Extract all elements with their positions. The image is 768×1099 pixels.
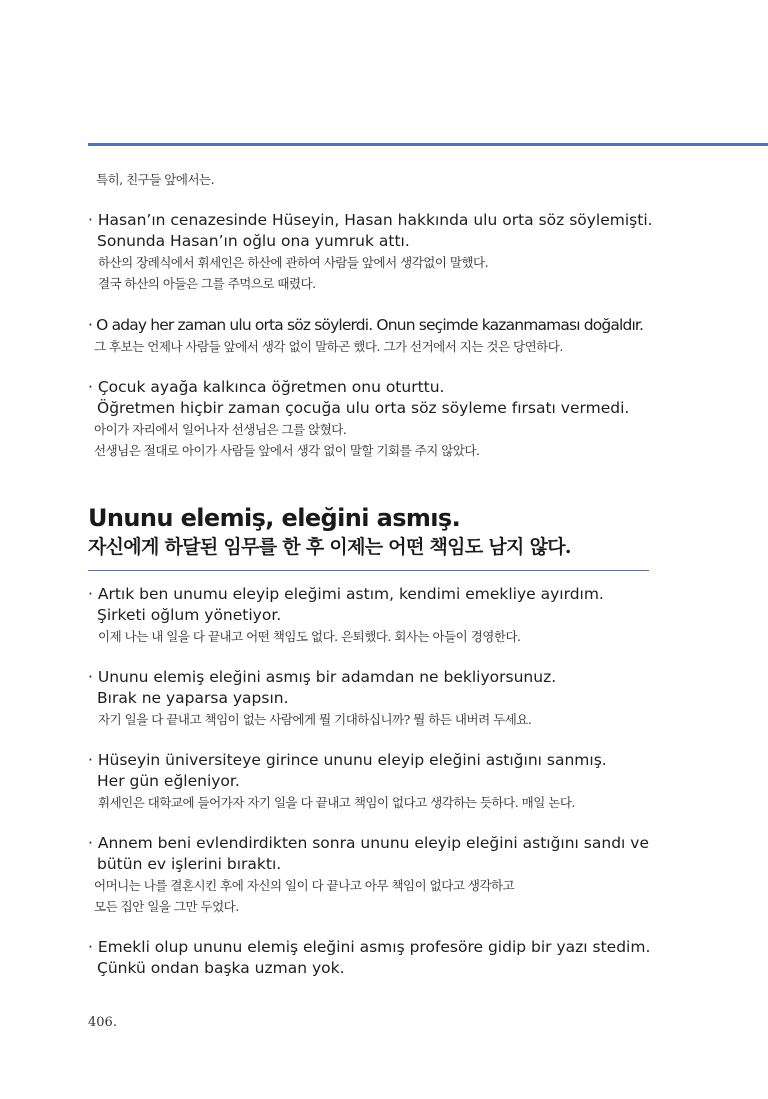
example-3-korean-line-1: 아이가 자리에서 일어나자 선생님은 그를 앉혔다. xyxy=(94,422,347,437)
example-5-turkish-line-2: Bırak ne yaparsa yapsın. xyxy=(97,689,289,707)
example-6-korean-line-1: 휘세인은 대학교에 들어가자 자기 일을 다 끝내고 책임이 없다고 생각하는 듯하다. 매일 논다. xyxy=(98,795,575,810)
example-2-turkish-line-1: · O aday her zaman ulu orta söz söylerdi. Onun seçimde kazanmaması doğaldır. xyxy=(88,316,644,334)
intro-block xyxy=(88,169,668,190)
idiom-heading-korean: 자신에게 하달된 임무를 한 후 이제는 어떤 책임도 남지 않다. xyxy=(88,536,571,558)
example-4-turkish-line-2: Şirketi oğlum yönetiyor. xyxy=(97,606,282,624)
example-7-turkish-line-1: · Annem beni evlendirdikten sonra ununu eleyip eleğini astığını sandı ve xyxy=(88,834,649,852)
page-number: 406. xyxy=(88,1015,117,1030)
example-4-turkish-line-1: · Artık ben unumu eleyip eleğimi astım, kendimi emekliye ayırdım. xyxy=(88,585,604,603)
example-7-turkish-line-2: bütün ev işlerini bıraktı. xyxy=(97,855,282,873)
example-6 xyxy=(88,750,668,813)
example-8-turkish-line-2: Çünkü ondan başka uzman yok. xyxy=(97,959,345,977)
example-6-turkish-line-2: Her gün eğleniyor. xyxy=(97,772,240,790)
example-3 xyxy=(88,377,668,461)
example-3-turkish-line-1: · Çocuk ayağa kalkınca öğretmen onu oturttu. xyxy=(88,378,445,396)
example-8 xyxy=(88,937,668,979)
top-rule xyxy=(88,143,768,146)
example-1 xyxy=(88,210,668,294)
example-7 xyxy=(88,833,668,917)
example-3-turkish-line-2: Öğretmen hiçbir zaman çocuğa ulu orta söz söyleme fırsatı vermedi. xyxy=(97,399,630,417)
example-2 xyxy=(88,315,668,357)
example-8-turkish-line-1: · Emekli olup ununu elemiş eleğini asmış profesöre gidip bir yazı stedim. xyxy=(88,938,651,956)
example-3-korean-line-2: 선생님은 절대로 아이가 사람들 앞에서 생각 없이 말할 기회를 주지 않았다. xyxy=(94,443,480,458)
idiom-heading-turkish: Ununu elemiş, eleğini asmış. xyxy=(88,504,461,532)
example-7-korean-line-1: 어머니는 나를 결혼시킨 후에 자신의 일이 다 끝나고 아무 책임이 없다고 생각하고 xyxy=(94,878,515,893)
example-6-turkish-line-1: · Hüseyin üniversiteye girince ununu eleyip eleğini astığını sanmış. xyxy=(88,751,607,769)
intro-korean: 특히, 친구들 앞에서는. xyxy=(96,172,215,187)
example-4 xyxy=(88,584,668,647)
example-7-korean-line-2: 모든 집안 일을 그만 두었다. xyxy=(94,899,239,914)
example-1-turkish-line-1: · Hasan’ın cenazesinde Hüseyin, Hasan hakkında ulu orta söz söylemişti. xyxy=(88,211,653,229)
example-5 xyxy=(88,667,668,730)
example-2-korean-line-1: 그 후보는 언제나 사람들 앞에서 생각 없이 말하곤 했다. 그가 선거에서 지는 것은 당연하다. xyxy=(94,339,563,354)
section-divider xyxy=(88,570,649,571)
example-4-korean-line-1: 이제 나는 내 일을 다 끝내고 어떤 책임도 없다. 은퇴했다. 회사는 아들이 경영한다. xyxy=(98,629,521,644)
example-5-turkish-line-1: · Ununu elemiş eleğini asmış bir adamdan ne bekliyorsunuz. xyxy=(88,668,557,686)
example-1-turkish-line-2: Sonunda Hasan’ın oğlu ona yumruk attı. xyxy=(97,232,410,250)
example-1-korean-line-2: 결국 하산의 아들은 그를 주먹으로 때렸다. xyxy=(98,276,316,291)
example-5-korean-line-1: 자기 일을 다 끝내고 책임이 없는 사람에게 뭘 기대하십니까? 뭘 하든 내버려 두세요. xyxy=(98,712,532,727)
example-1-korean-line-1: 하산의 장례식에서 휘세인은 하산에 관하여 사람들 앞에서 생각없이 말했다. xyxy=(98,255,489,270)
